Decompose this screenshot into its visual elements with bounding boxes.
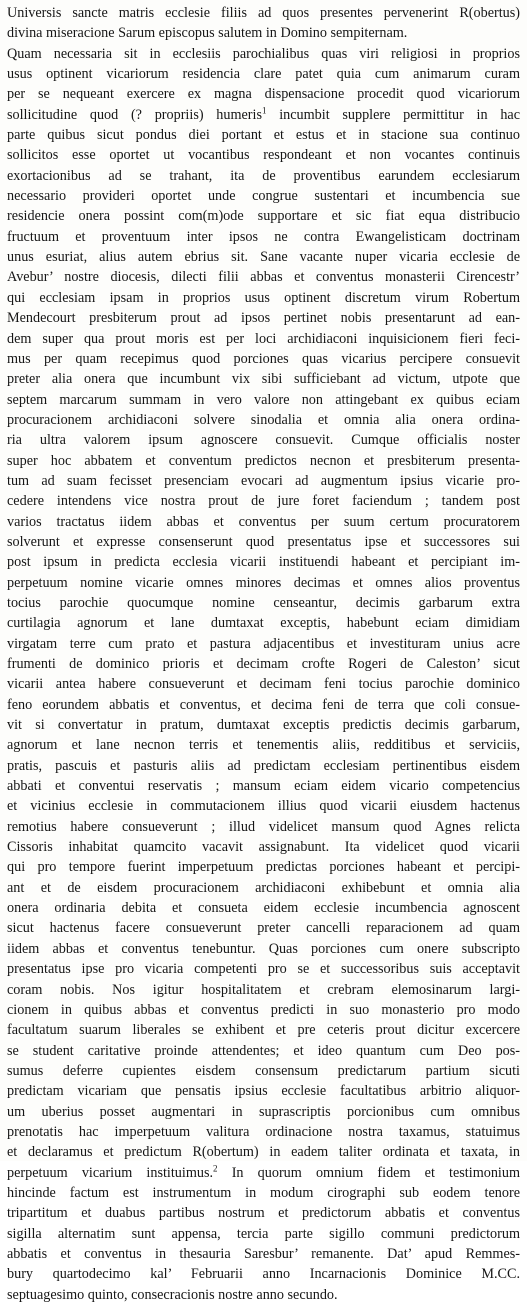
text-line (7, 654, 520, 674)
text-line (7, 105, 520, 125)
line-text: divina miseracione Sarum episcopus salutem in Domino sempiternam. (7, 25, 408, 42)
text-line (7, 267, 520, 287)
line-text: vicarii antea habere consueverunt et decimam feni tocius parochie dominico (7, 676, 520, 693)
text-line (7, 1081, 520, 1101)
line-text: virgatam terre cum prato et pastura adjacentibus et investituram unius acre (7, 635, 520, 652)
text-line (7, 593, 520, 613)
line-text: unus esuriat, alius autem ebrius sit. Sane vacante nuper vicaria ecclesie de (7, 249, 520, 266)
line-text: perpetuum nomine vicarie omnes minores decimas et omnes alios proventus (7, 574, 520, 591)
charter-text (7, 3, 520, 1305)
text-line (7, 776, 520, 796)
text-line (7, 44, 520, 64)
text-line (7, 674, 520, 694)
text-line (7, 695, 520, 715)
line-text: post ipsum in predicta ecclesia vicarii instituendi habeant et percipiant im- (7, 554, 520, 571)
text-line (7, 512, 520, 532)
text-line (7, 898, 520, 918)
line-text: tocius parochie quocumque nomine censeantur, decimis garbarum extra (7, 594, 520, 611)
text-line (7, 64, 520, 84)
footnote-marker: 1 (262, 104, 267, 115)
line-text: septuagesimo quinto, consecracionis nostre anno secundo. (7, 1286, 338, 1303)
text-line (7, 532, 520, 552)
text-line (7, 959, 520, 979)
text-line (7, 1244, 520, 1264)
text-line (7, 980, 520, 1000)
line-text: solverunt et expresse consenserunt quod presentatus ipse et successores sui (7, 533, 520, 550)
footnote-marker: 2 (213, 1162, 218, 1173)
text-line (7, 369, 520, 389)
line-text: curtilagia agnorum et lane dumtaxat exceptis, habebunt eciam dimidiam (7, 615, 520, 632)
line-text: agnorum et lane necnon terris et tenementis aliis, redditibus et serviciis, (7, 737, 520, 754)
line-text: ant et de eisdem procuracionem archidiaconi exhibebunt et omnia alia (7, 879, 520, 896)
line-text: cedere intendens vice nostra prout de jure foret faciendum ; tandem post (7, 493, 520, 510)
text-line (7, 715, 520, 735)
text-line (7, 288, 520, 308)
line-text: et declaramus et predictum R(obertum) in eadem taliter ordinata et taxata, in (7, 1144, 520, 1161)
line-text: qui pro tempore fuerint imperpetuum predictas porciones habeant et percipi- (7, 859, 520, 876)
text-line (7, 390, 520, 410)
text-line (7, 573, 520, 593)
text-line (7, 939, 520, 959)
line-text: bury quartodecimo kal’ Februarii anno Incarnacionis Dominice M.CC. (7, 1266, 520, 1283)
line-text: sollicitos esse oportet ut vocantibus respondeant et non vocantes continuis (7, 147, 520, 164)
text-line (7, 247, 520, 267)
text-line (7, 166, 520, 186)
line-text: Avebur’ nostre diocesis, dilecti filii abbas et conventus monasterii Cirencestr’ (7, 269, 520, 286)
line-text: per se nequeant exercere ex magna dispensacione procedit quod vicariorum (7, 86, 520, 103)
text-line (7, 430, 520, 450)
line-text: um uberius posset augmentari in suprascriptis porcionibus cum omnibus (7, 1103, 520, 1120)
line-text: predictam vicariam que pensatis ipsius ecclesie facultatibus arbitrio aliquor- (7, 1083, 520, 1100)
text-line (7, 613, 520, 633)
line-text: mus per quam recepimus quod porciones quas vicarius percipere consuevit (7, 350, 520, 367)
text-line (7, 1061, 520, 1081)
line-text: tripartitum et duabus partibus nostrum et predictorum abbatis et conventus (7, 1205, 520, 1222)
text-line (7, 451, 520, 471)
line-text: coram nobis. Nos igitur hospitalitatem et crebram elemosinarum largi- (7, 981, 520, 998)
text-line (7, 1203, 520, 1223)
text-line (7, 491, 520, 511)
text-line (7, 756, 520, 776)
text-line (7, 817, 520, 837)
line-text-continued: In quorum omnium fidem et testimonium (217, 1164, 520, 1181)
line-text: fructuum et proventuum inter ipsos ne contra Ewangelisticam doctrinam (7, 228, 520, 245)
line-text: sollicitudine quod (? propriis) humeris (7, 106, 262, 123)
line-text: super hoc abbatem et conventum predictos necnon et presbiterum presenta- (7, 452, 520, 469)
text-line (7, 186, 520, 206)
line-text: sicut hactenus facere consueverunt preter cancelli reparacionem ad quam (7, 920, 520, 937)
text-line (7, 227, 520, 247)
text-line (7, 634, 520, 654)
text-line (7, 349, 520, 369)
line-text: abbatis et conventus in thesauria Saresbur’ remanente. Dat’ apud Remmes- (7, 1245, 520, 1262)
line-text: procuracionem archidiaconi solvere sinodalia et omnia alia onera ordina- (7, 411, 520, 428)
line-text: pratis, pascuis et pasturis aliis ad predictam ecclesiam pertinentibus eisdem (7, 757, 520, 774)
text-line (7, 410, 520, 430)
text-line (7, 1264, 520, 1284)
line-text: usus optinent vicariorum residencia clare patet quia cum animarum curam (7, 66, 520, 83)
text-line (7, 878, 520, 898)
line-text: Quam necessaria sit in ecclesiis parochialibus quas viri religiosi in proprios (7, 45, 520, 62)
line-text: exortacionibus ad se trahant, ita de proventibus earundem ecclesiarum (7, 167, 520, 184)
line-text: varios tractatus iidem abbas et conventus per suum certum procuratorem (7, 513, 520, 530)
line-text: necessario provideri oportet unde congrue sustentari et incumbencia sue (7, 188, 520, 205)
text-line (7, 1000, 520, 1020)
text-line (7, 23, 520, 43)
text-line (7, 857, 520, 877)
line-text: Universis sancte matris ecclesie filiis ad quos presentes pervenerint R(obertus) (7, 5, 520, 21)
line-text: feno eorundem abbatis et conventus, et decima feni de terra que coli consue- (7, 696, 520, 713)
text-line (7, 308, 520, 328)
line-text: perpetuum vicarium instituimus. (7, 1164, 214, 1181)
line-text: residencie onera possint com(m)ode supportare et sic fiat equa distribucio (7, 208, 520, 225)
text-line (7, 918, 520, 938)
text-line (7, 1224, 520, 1244)
text-line (7, 1041, 520, 1061)
line-text: cionem in quibus abbas et conventus predicti in suo monasterio pro modo (7, 1001, 520, 1018)
text-line (7, 1183, 520, 1203)
line-text: iidem abbas et conventus tenebuntur. Quas porciones cum onere subscripto (7, 940, 520, 957)
text-line (7, 3, 520, 23)
text-line (7, 84, 520, 104)
text-line (7, 329, 520, 349)
line-text: hincinde factum est instrumentum in modum cirographi sub eodem tenore (7, 1184, 520, 1201)
text-line (7, 471, 520, 491)
text-line (7, 125, 520, 145)
text-line (7, 1020, 520, 1040)
line-text: onera ordinaria debita et consueta eidem ecclesie incumbencia agnoscent (7, 900, 520, 917)
text-line (7, 552, 520, 572)
line-text: sumus deferre cupientes eisdem consensum predictarum partium sicuti (7, 1062, 520, 1079)
text-line (7, 145, 520, 165)
text-line (7, 1163, 520, 1183)
line-text: ria ultra valorem ipsum agnoscere consuevit. Cumque officialis noster (7, 432, 520, 449)
text-line (7, 1122, 520, 1142)
line-text: dem super qua prout moris est per loci archidiaconi inquisicionem fieri feci- (7, 330, 520, 347)
text-line (7, 1102, 520, 1122)
line-text: qui ecclesiam ipsam in proprios usus optinent discretum virum Robertum (7, 289, 520, 306)
text-line (7, 1142, 520, 1162)
line-text: tum ad suam fecisset presenciam evocari ad augmentum ipsius vicarie pro- (7, 472, 520, 489)
text-line (7, 735, 520, 755)
line-text: facultatum suarum liberales se exhibent et pre ceteris prout dicitur excercere (7, 1022, 520, 1039)
line-text: frumenti de dominico prioris et decimam crofte Rogeri de Caleston’ sicut (7, 656, 520, 672)
line-text: sigilla alternatim sunt appensa, tercia parte sigillo communi predictorum (7, 1225, 520, 1242)
line-text-continued: incumbit supplere permittitur in hac (266, 106, 521, 123)
text-line (7, 796, 520, 816)
line-text: Cissoris inhabitat quamcito vacavit assignabunt. Ita videlicet quod vicarii (7, 839, 520, 856)
line-text: se student caritative proinde attendentes; et ideo quantum cum Deo pos- (7, 1042, 520, 1059)
text-line (7, 206, 520, 226)
line-text: et vicinius ecclesie in commutacionem illius quod vicarii eiusdem hactenus (7, 798, 520, 815)
line-text: Mendecourt presbiterum prout ad ipsos pertinet nobis presentarunt ad ean- (7, 310, 520, 327)
line-text: parte quibus sicut pondus diei portant et estus et in stacione sua continuo (7, 127, 520, 144)
text-line (7, 1285, 520, 1305)
line-text: abbati et conventui reservatis ; mansum eciam eidem vicario competencius (7, 778, 520, 795)
line-text: prenotatis hac imperpetuum valitura ordinacione nostra taxamus, statuimus (7, 1123, 520, 1140)
line-text: septem marcarum summam in vero valore non attingebant ex quibus eciam (7, 391, 520, 408)
line-text: presentatus ipse pro vicaria competenti pro se et successoribus suis acceptavit (7, 961, 520, 978)
line-text: preter alia onera que incumbunt vix sibi sufficiebant ad victum, utpote que (7, 371, 520, 388)
line-text: vit si convertatur in pratum, dumtaxat exceptis predictis decimis garbarum, (7, 717, 520, 734)
line-text: remotius habere consueverunt ; illud videlicet mansum quod Agnes relicta (7, 818, 520, 835)
text-line (7, 837, 520, 857)
